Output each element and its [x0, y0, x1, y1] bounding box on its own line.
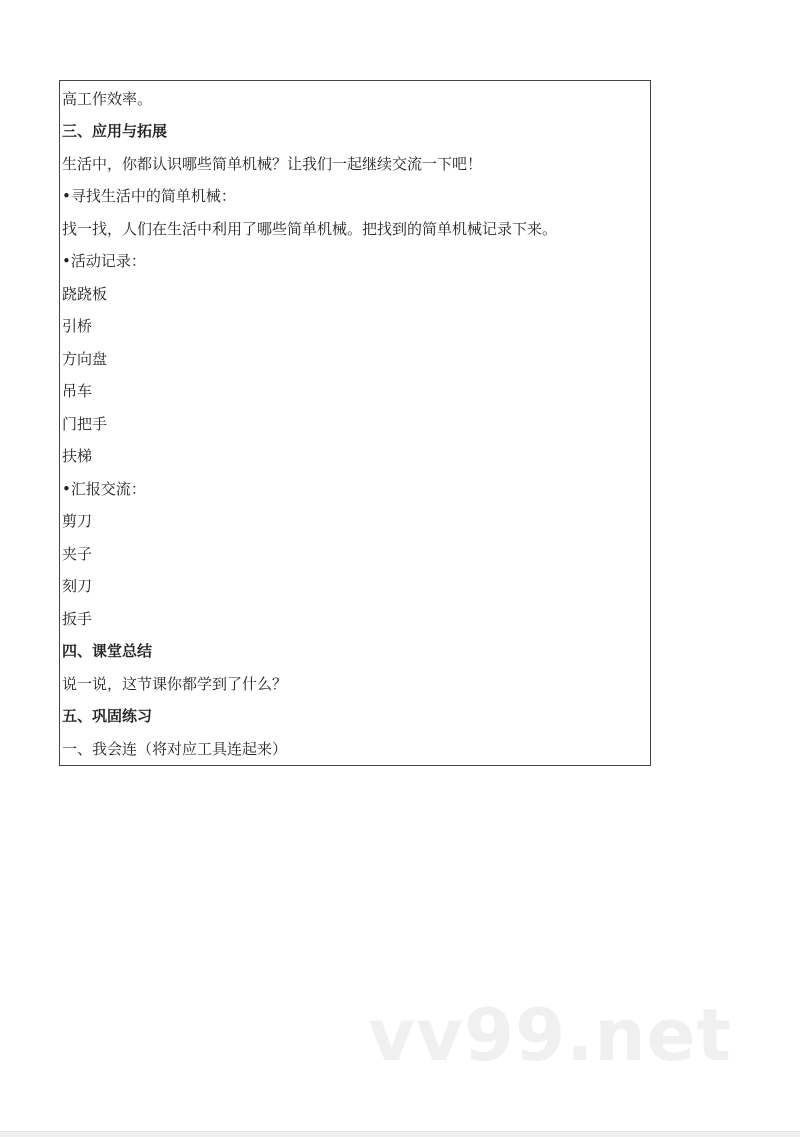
- text-line: 一、我会连（将对应工具连起来）: [62, 740, 288, 758]
- text-line: 高工作效率。: [62, 90, 153, 108]
- section-heading-summary: 四、课堂总结: [62, 642, 153, 660]
- list-item: 扳手: [62, 610, 93, 628]
- bullet-item: •活动记录：: [62, 252, 146, 270]
- list-item: 门把手: [62, 415, 108, 433]
- bullet-item: •寻找生活中的简单机械：: [62, 187, 236, 205]
- list-item: 刻刀: [62, 577, 93, 595]
- list-item: 跷跷板: [62, 285, 108, 303]
- list-item: 引桥: [62, 317, 93, 335]
- text-line: 生活中，你都认识哪些简单机械？让我们一起继续交流一下吧！: [62, 155, 483, 173]
- content-table-cell: [59, 80, 651, 766]
- list-item: 夹子: [62, 545, 93, 563]
- text-line: 找一找，人们在生活中利用了哪些简单机械。把找到的简单机械记录下来。: [62, 220, 558, 238]
- page-bottom-edge: [0, 1131, 800, 1137]
- list-item: 剪刀: [62, 512, 93, 530]
- section-heading-practice: 五、巩固练习: [62, 707, 153, 725]
- watermark: vv99.net: [368, 993, 732, 1077]
- text-line: 说一说，这节课你都学到了什么？: [62, 675, 288, 693]
- list-item: 方向盘: [62, 350, 108, 368]
- section-heading-apply-extend: 三、应用与拓展: [62, 122, 168, 140]
- list-item: 扶梯: [62, 447, 93, 465]
- bullet-item: •汇报交流：: [62, 480, 146, 498]
- list-item: 吊车: [62, 382, 93, 400]
